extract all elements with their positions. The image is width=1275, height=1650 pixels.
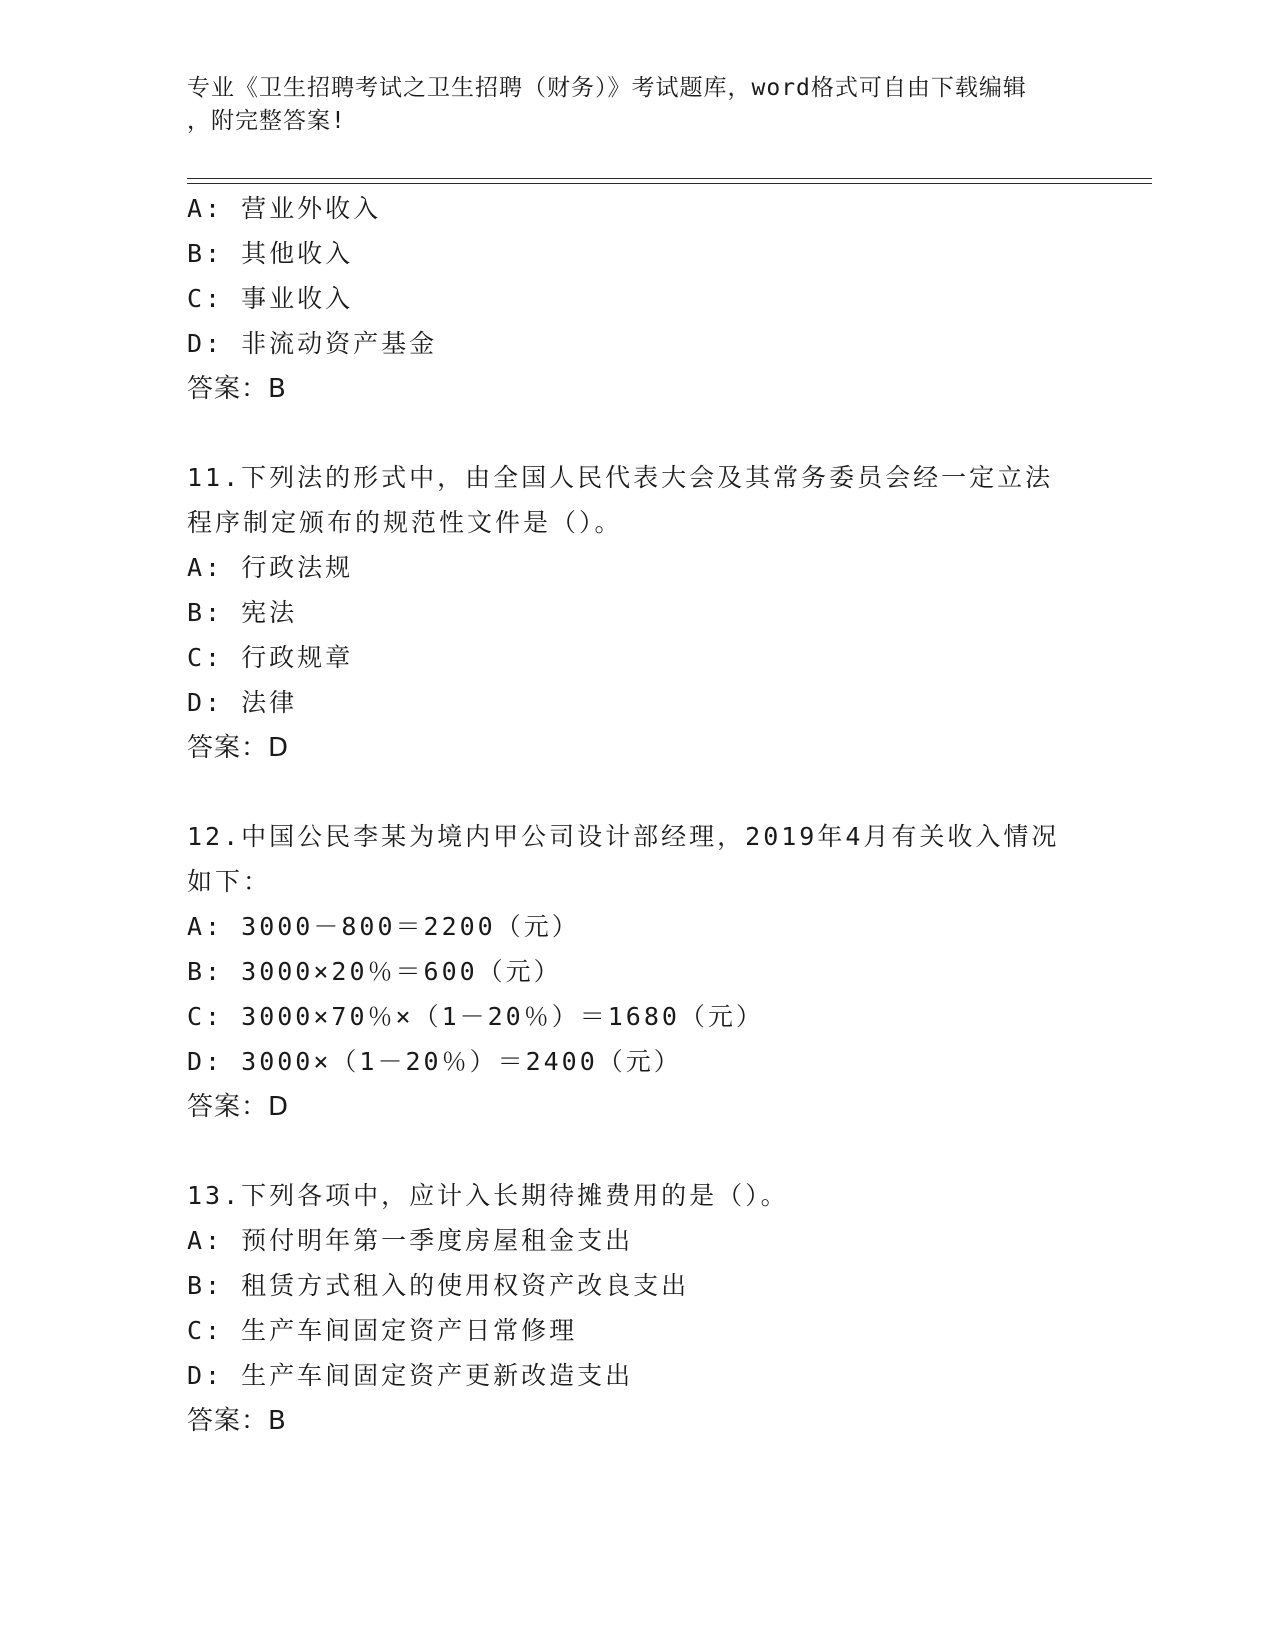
q13-option-c: C: 生产车间固定资产日常修理	[187, 1316, 578, 1345]
header-line-2: ，附完整答案!	[187, 108, 346, 134]
q12-option-d: D: 3000×（1－20％）＝2400（元）	[187, 1047, 682, 1076]
q13-option-b: B: 租赁方式租入的使用权资产改良支出	[187, 1271, 690, 1300]
header-line-1: 专业《卫生招聘考试之卫生招聘（财务）》考试题库，word格式可自由下载编辑	[187, 75, 1027, 101]
q10-option-c: C: 事业收入	[187, 284, 354, 313]
q10-option-b: B: 其他收入	[187, 239, 354, 268]
q10-answer: 答案：B	[187, 374, 287, 404]
q11-option-a: A: 行政法规	[187, 553, 354, 582]
q12-option-a: A: 3000－800＝2200（元）	[187, 912, 580, 941]
q12-stem-line-2: 如下：	[187, 867, 272, 896]
header-divider-top	[187, 178, 1152, 179]
q13-option-d: D: 生产车间固定资产更新改造支出	[187, 1361, 634, 1390]
q12-option-c: C: 3000×70％×（1－20％）＝1680（元）	[187, 1002, 764, 1031]
q13-option-a: A: 预付明年第一季度房屋租金支出	[187, 1226, 634, 1255]
q11-option-b: B: 宪法	[187, 598, 298, 627]
header-divider-bottom	[187, 183, 1152, 184]
q11-stem-line-1: 11.下列法的形式中，由全国人民代表大会及其常务委员会经一定立法	[187, 463, 1054, 492]
q13-stem-line-1: 13.下列各项中，应计入长期待摊费用的是（）。	[187, 1181, 789, 1210]
q13-answer: 答案：B	[187, 1406, 287, 1436]
q11-stem-line-2: 程序制定颁布的规范性文件是（）。	[187, 508, 623, 537]
q11-option-c: C: 行政规章	[187, 643, 354, 672]
q12-option-b: B: 3000×20％＝600（元）	[187, 957, 562, 986]
q10-option-d: D: 非流动资产基金	[187, 329, 438, 358]
q12-stem-line-1: 12.中国公民李某为境内甲公司设计部经理，2019年4月有关收入情况	[187, 822, 1060, 851]
q11-answer: 答案：D	[187, 733, 290, 763]
q10-option-a: A: 营业外收入	[187, 194, 382, 223]
q11-option-d: D: 法律	[187, 688, 298, 717]
document-header	[187, 72, 1067, 138]
q12-answer: 答案：D	[187, 1092, 290, 1122]
